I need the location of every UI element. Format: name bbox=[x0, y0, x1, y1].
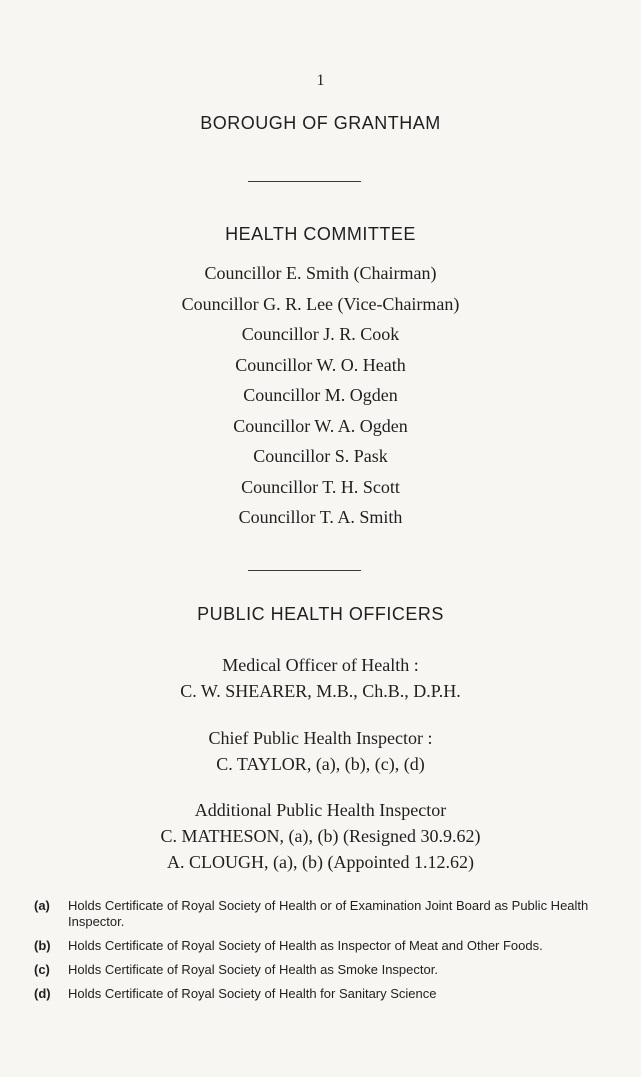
footnote-text: Holds Certificate of Royal Society of Health as Smoke Inspector. bbox=[68, 962, 438, 977]
committee-member: Councillor W. A. Ogden bbox=[233, 415, 408, 436]
page-title: BOROUGH OF GRANTHAM bbox=[200, 113, 441, 133]
officer-role: Chief Public Health Inspector : bbox=[208, 728, 433, 748]
medical-officer-block bbox=[0, 652, 641, 704]
footnote bbox=[34, 938, 594, 954]
page-number: 1 bbox=[316, 72, 325, 89]
footnote-text: Holds Certificate of Royal Society of Health or of Examination Joint Board as Public Health Inspector. bbox=[68, 898, 589, 929]
officer-name: C. W. SHEARER, M.B., Ch.B., D.P.H. bbox=[180, 681, 461, 701]
committee-member: Councillor S. Pask bbox=[253, 446, 388, 466]
committee-heading: HEALTH COMMITTEE bbox=[225, 224, 416, 244]
committee-member: Councillor J. R. Cook bbox=[241, 324, 400, 344]
officer-name: C. TAYLOR, (a), (b), (c), (d) bbox=[216, 754, 425, 774]
officer-name: C. MATHESON, (a), (b) (Resigned 30.9.62) bbox=[160, 826, 481, 846]
footnote-key: (d) bbox=[34, 986, 51, 1001]
officer-role: Additional Public Health Inspector bbox=[194, 800, 447, 820]
footnote bbox=[34, 962, 594, 978]
footnotes bbox=[34, 898, 594, 1010]
footnote bbox=[34, 898, 594, 930]
divider bbox=[248, 570, 361, 571]
committee-member: Councillor M. Ogden bbox=[243, 385, 398, 405]
officer-role: Medical Officer of Health : bbox=[222, 655, 419, 675]
committee-member: Councillor T. A. Smith bbox=[238, 507, 403, 527]
committee-member: Councillor G. R. Lee (Vice-Chairman) bbox=[181, 293, 460, 314]
footnote-key: (b) bbox=[34, 938, 51, 953]
officers-heading: PUBLIC HEALTH OFFICERS bbox=[197, 604, 444, 624]
additional-inspector-block bbox=[0, 797, 641, 875]
footnote bbox=[34, 986, 594, 1002]
committee-member: Councillor E. Smith (Chairman) bbox=[204, 263, 437, 283]
committee-member: Councillor T. H. Scott bbox=[241, 476, 400, 497]
footnote-key: (c) bbox=[34, 962, 50, 977]
footnote-text: Holds Certificate of Royal Society of Health as Inspector of Meat and Other Foods. bbox=[68, 938, 543, 953]
divider bbox=[248, 181, 361, 182]
committee-member-list bbox=[0, 258, 641, 533]
footnote-text: Holds Certificate of Royal Society of Health for Sanitary Science bbox=[68, 986, 437, 1001]
committee-member: Councillor W. O. Heath bbox=[235, 354, 406, 375]
officer-name: A. CLOUGH, (a), (b) (Appointed 1.12.62) bbox=[167, 852, 474, 872]
chief-inspector-block bbox=[0, 725, 641, 777]
footnote-key: (a) bbox=[34, 898, 50, 913]
